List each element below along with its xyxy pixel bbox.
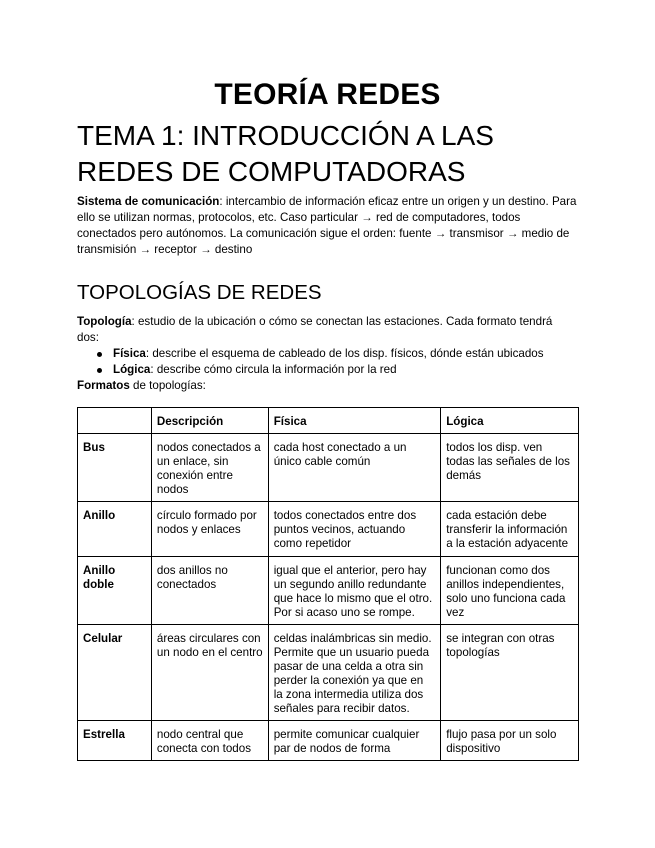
table-row-head: Anillo doble [78,557,152,625]
table-cell: todos los disp. ven todas las señales de los demás [441,434,579,502]
bullet-text: : describe el esquema de cableado de los disp. físicos, dónde están ubicados [145,347,544,360]
table-header-cell: Física [268,408,441,434]
table-cell: permite comunicar cualquier par de nodos de forma [268,721,441,761]
document-title: TEORÍA REDES [214,78,441,111]
section-title: TOPOLOGÍAS DE REDES [77,281,322,304]
formats-term: Formatos [77,379,130,392]
topology-block [77,314,577,394]
table-row-head: Estrella [78,721,152,761]
table-row [78,502,579,557]
topology-text: : estudio de la ubicación o cómo se conectan las estaciones. Cada formato tendrá dos: [77,315,553,344]
table-cell: nodos conectados a un enlace, sin conexión entre nodos [151,434,268,502]
intro-term: Sistema de comunicación [77,195,220,208]
table-cell: círculo formado por nodos y enlaces [151,502,268,557]
table-cell: áreas circulares con un nodo en el centro [151,625,268,721]
intro-text: : intercambio de información eficaz entre un origen y un destino. Para ello se utilizan normas, protocolos, etc. Caso particular → red de computadores, todos conectados pero autónomos. La comunicación sigue el orden: fuente → transmisor → medio de transmisión → receptor → destino [77,195,577,256]
table-row [78,557,579,625]
table-cell: se integran con otras topologías [441,625,579,721]
bullet-text: : describe cómo circula la información por la red [150,363,397,376]
topology-term: Topología [77,315,132,328]
table-cell: cada estación debe transferir la información a la estación adyacente [441,502,579,557]
table-header-cell: Descripción [151,408,268,434]
chapter-title: TEMA 1: INTRODUCCIÓN A LAS REDES DE COMPUTADORAS [77,120,494,187]
topology-definition [77,314,577,346]
table-header-cell [78,408,152,434]
table-row-head: Bus [78,434,152,502]
table-header-cell: Lógica [441,408,579,434]
formats-text: de topologías: [129,379,206,392]
topologies-table [77,407,579,761]
intro-paragraph [77,194,582,258]
formats-line [77,378,577,394]
table-row-head: Anillo [78,502,152,557]
table-row [78,721,579,761]
list-item [113,346,577,362]
table-row-head: Celular [78,625,152,721]
table-row [78,434,579,502]
bullet-term: Física [113,347,146,360]
table-cell: cada host conectado a un único cable común [268,434,441,502]
table-cell: igual que el anterior, pero hay un segundo anillo redundante que hace lo mismo que el otro. Por si acaso uno se rompe. [268,557,441,625]
table-cell: nodo central que conecta con todos [151,721,268,761]
table-cell: flujo pasa por un solo dispositivo [441,721,579,761]
table-header-row [78,408,579,434]
table-cell: dos anillos no conectados [151,557,268,625]
table-row [78,625,579,721]
table-cell: celdas inalámbricas sin medio. Permite que un usuario pueda pasar de una celda a otra sin perder la conexión ya que en la zona intermedia utiliza dos señales para recibir datos. [268,625,441,721]
table-cell: todos conectados entre dos puntos vecinos, actuando como repetidor [268,502,441,557]
bullet-term: Lógica [113,363,151,376]
list-item [113,362,577,378]
table-cell: funcionan como dos anillos independientes, solo uno funciona cada vez [441,557,579,625]
topology-bullet-list [77,346,577,378]
